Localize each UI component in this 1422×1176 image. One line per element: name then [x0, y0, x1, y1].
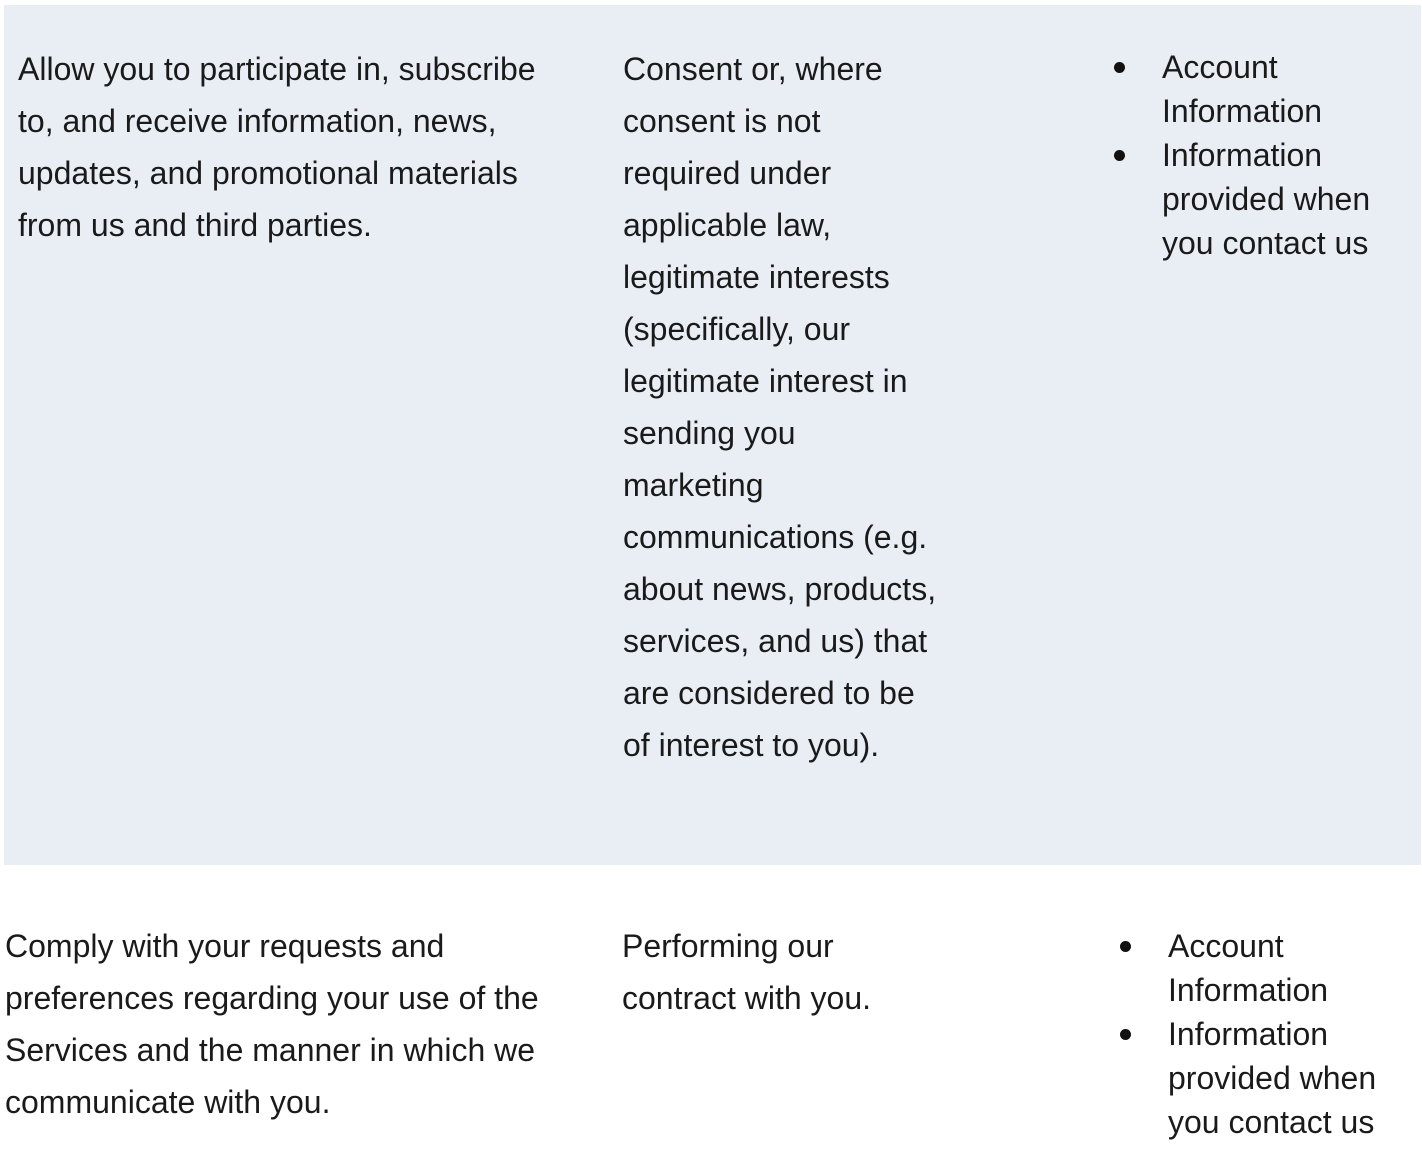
purpose-cell: Comply with your requests and preferences regarding your use of the Services and the manner in which we communicate with you.	[5, 928, 539, 1120]
purpose-cell: Allow you to participate in, subscribe to, and receive information, news, updates, and promotional materials from us and third parties.	[18, 51, 536, 243]
bullet-icon	[1114, 150, 1125, 161]
list-item	[1108, 1012, 1408, 1144]
list-item	[1102, 133, 1402, 265]
legal-basis-cell: Performing our contract with you.	[622, 928, 871, 1016]
bullet-icon	[1114, 62, 1125, 73]
list-item-label: Information provided when you contact us	[1162, 137, 1371, 261]
list-item-label: Account Information	[1162, 49, 1323, 129]
bullet-icon	[1120, 941, 1131, 952]
bullet-icon	[1120, 1029, 1131, 1040]
data-categories-list	[1108, 924, 1408, 1144]
list-item-label: Account Information	[1168, 928, 1329, 1008]
list-item	[1108, 924, 1408, 1012]
table-row	[0, 866, 1422, 1176]
data-categories-list	[1102, 45, 1402, 265]
legal-basis-cell: Consent or, where consent is not required under applicable law, legitimate interests (specifically, our legitimate interest in sending you marketing communications (e.g. about news, products, services, and us) that are considered to be of interest to you).	[623, 51, 937, 763]
table-row	[4, 5, 1421, 865]
list-item	[1102, 45, 1402, 133]
list-item-label: Information provided when you contact us	[1168, 1016, 1377, 1140]
